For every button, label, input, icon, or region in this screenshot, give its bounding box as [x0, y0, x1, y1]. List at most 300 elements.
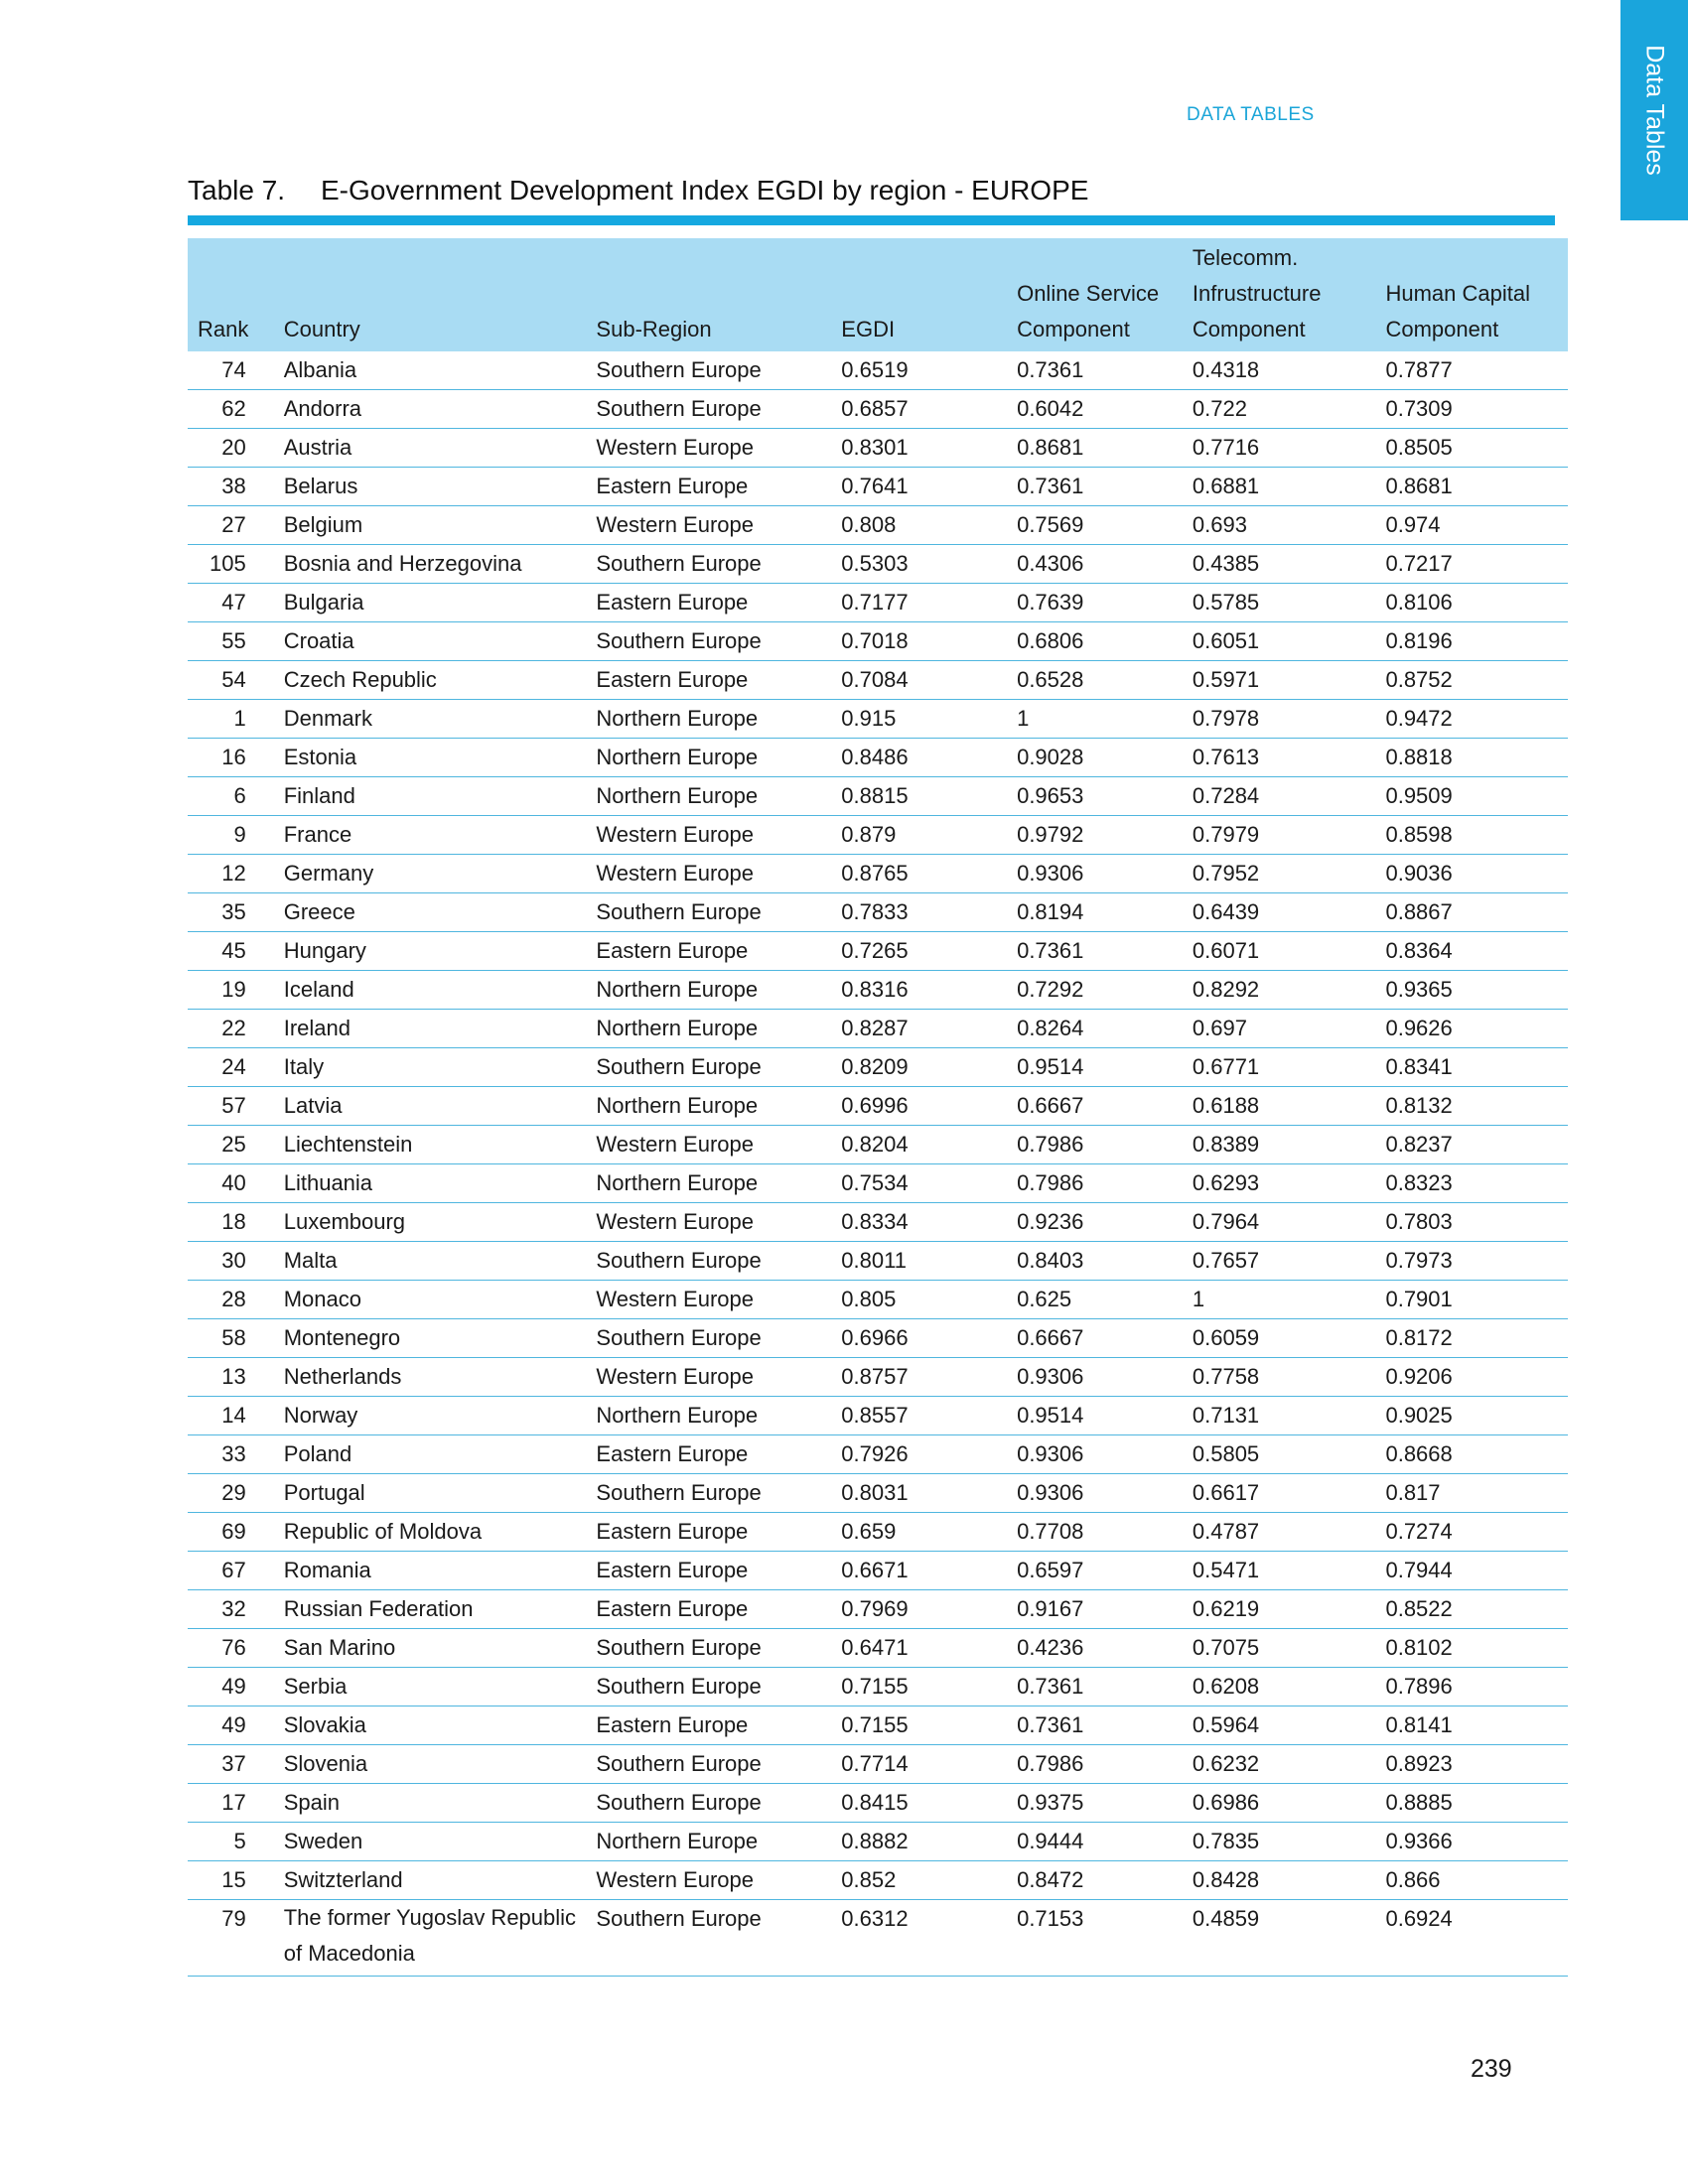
online-service-cell: 0.8681 — [1007, 429, 1183, 468]
egdi-cell: 0.7969 — [831, 1590, 1007, 1629]
rank-cell: 40 — [188, 1164, 274, 1203]
human-capital-cell: 0.8172 — [1375, 1319, 1568, 1358]
subregion-cell: Western Europe — [586, 1358, 831, 1397]
telecom-cell: 0.6771 — [1183, 1048, 1376, 1087]
rank-cell: 15 — [188, 1861, 274, 1900]
table-title-text: E-Government Development Index EGDI by region - EUROPE — [321, 175, 1089, 205]
country-cell: Luxembourg — [274, 1203, 587, 1242]
subregion-cell: Northern Europe — [586, 1010, 831, 1048]
rank-cell: 35 — [188, 893, 274, 932]
telecom-cell: 0.6617 — [1183, 1474, 1376, 1513]
subregion-cell: Western Europe — [586, 1203, 831, 1242]
human-capital-cell: 0.8141 — [1375, 1706, 1568, 1745]
country-cell: Bosnia and Herzegovina — [274, 545, 587, 584]
telecom-cell: 0.6188 — [1183, 1087, 1376, 1126]
rank-cell: 38 — [188, 468, 274, 506]
rank-cell: 74 — [188, 351, 274, 390]
egdi-cell: 0.8204 — [831, 1126, 1007, 1164]
subregion-cell: Southern Europe — [586, 390, 831, 429]
country-cell: Ireland — [274, 1010, 587, 1048]
egdi-cell: 0.6857 — [831, 390, 1007, 429]
rank-cell: 22 — [188, 1010, 274, 1048]
table-row — [188, 1242, 1568, 1281]
online-service-cell: 0.9514 — [1007, 1397, 1183, 1435]
telecom-cell: 0.6439 — [1183, 893, 1376, 932]
header-telecom-line2: Infrustructure — [1192, 281, 1322, 306]
egdi-cell: 0.8334 — [831, 1203, 1007, 1242]
egdi-cell: 0.6671 — [831, 1552, 1007, 1590]
table-row — [188, 1900, 1568, 1977]
rank-cell: 67 — [188, 1552, 274, 1590]
human-capital-cell: 0.817 — [1375, 1474, 1568, 1513]
subregion-cell: Eastern Europe — [586, 468, 831, 506]
rank-cell: 33 — [188, 1435, 274, 1474]
rank-cell: 49 — [188, 1668, 274, 1706]
egdi-cell: 0.7833 — [831, 893, 1007, 932]
telecom-cell: 0.7613 — [1183, 739, 1376, 777]
online-service-cell: 0.625 — [1007, 1281, 1183, 1319]
telecom-cell: 0.8292 — [1183, 971, 1376, 1010]
table-row — [188, 971, 1568, 1010]
rank-cell: 62 — [188, 390, 274, 429]
telecom-cell: 0.7979 — [1183, 816, 1376, 855]
table-row — [188, 661, 1568, 700]
running-header: DATA TABLES — [1187, 104, 1315, 125]
table-body — [188, 351, 1568, 1977]
human-capital-cell: 0.7877 — [1375, 351, 1568, 390]
egdi-cell: 0.7177 — [831, 584, 1007, 622]
subregion-cell: Southern Europe — [586, 1668, 831, 1706]
online-service-cell: 0.6667 — [1007, 1087, 1183, 1126]
telecom-cell: 0.8389 — [1183, 1126, 1376, 1164]
header-country: Country — [274, 238, 587, 351]
online-service-cell: 0.7569 — [1007, 506, 1183, 545]
telecom-cell: 1 — [1183, 1281, 1376, 1319]
online-service-cell: 0.9375 — [1007, 1784, 1183, 1823]
telecom-cell: 0.5471 — [1183, 1552, 1376, 1590]
subregion-cell: Western Europe — [586, 816, 831, 855]
telecom-cell: 0.6071 — [1183, 932, 1376, 971]
human-capital-cell: 0.9472 — [1375, 700, 1568, 739]
table-number: Table 7. — [188, 175, 286, 205]
human-capital-cell: 0.8102 — [1375, 1629, 1568, 1668]
rank-cell: 37 — [188, 1745, 274, 1784]
header-telecom — [1183, 238, 1376, 351]
subregion-cell: Southern Europe — [586, 1629, 831, 1668]
telecom-cell: 0.5971 — [1183, 661, 1376, 700]
table-row — [188, 816, 1568, 855]
online-service-cell: 0.8472 — [1007, 1861, 1183, 1900]
rank-cell: 27 — [188, 506, 274, 545]
online-service-cell: 0.8194 — [1007, 893, 1183, 932]
online-service-cell: 0.7986 — [1007, 1126, 1183, 1164]
online-service-cell: 0.7153 — [1007, 1900, 1183, 1977]
human-capital-cell: 0.8323 — [1375, 1164, 1568, 1203]
egdi-cell: 0.7265 — [831, 932, 1007, 971]
egdi-cell: 0.5303 — [831, 545, 1007, 584]
header-online-service — [1007, 238, 1183, 351]
online-service-cell: 0.6806 — [1007, 622, 1183, 661]
egdi-cell: 0.8415 — [831, 1784, 1007, 1823]
table-row — [188, 1706, 1568, 1745]
table-row — [188, 700, 1568, 739]
telecom-cell: 0.6881 — [1183, 468, 1376, 506]
human-capital-cell: 0.6924 — [1375, 1900, 1568, 1977]
country-cell: Slovakia — [274, 1706, 587, 1745]
country-cell: Malta — [274, 1242, 587, 1281]
rank-cell: 20 — [188, 429, 274, 468]
subregion-cell: Eastern Europe — [586, 1590, 831, 1629]
online-service-cell: 0.6667 — [1007, 1319, 1183, 1358]
country-cell: Sweden — [274, 1823, 587, 1861]
country-cell: Monaco — [274, 1281, 587, 1319]
table-row — [188, 1823, 1568, 1861]
country-cell: Albania — [274, 351, 587, 390]
table-row — [188, 777, 1568, 816]
rank-cell: 5 — [188, 1823, 274, 1861]
human-capital-cell: 0.7944 — [1375, 1552, 1568, 1590]
country-cell: Serbia — [274, 1668, 587, 1706]
table-row — [188, 1281, 1568, 1319]
table-row — [188, 893, 1568, 932]
egdi-cell: 0.7534 — [831, 1164, 1007, 1203]
country-cell: Hungary — [274, 932, 587, 971]
telecom-cell: 0.6293 — [1183, 1164, 1376, 1203]
country-cell: France — [274, 816, 587, 855]
online-service-cell: 0.8403 — [1007, 1242, 1183, 1281]
egdi-cell: 0.8287 — [831, 1010, 1007, 1048]
telecom-cell: 0.7952 — [1183, 855, 1376, 893]
online-service-cell: 0.9514 — [1007, 1048, 1183, 1087]
rank-cell: 29 — [188, 1474, 274, 1513]
subregion-cell: Western Europe — [586, 855, 831, 893]
subregion-cell: Southern Europe — [586, 1242, 831, 1281]
human-capital-cell: 0.7973 — [1375, 1242, 1568, 1281]
online-service-cell: 0.7292 — [1007, 971, 1183, 1010]
online-service-cell: 0.9306 — [1007, 855, 1183, 893]
subregion-cell: Southern Europe — [586, 351, 831, 390]
egdi-cell: 0.8011 — [831, 1242, 1007, 1281]
egdi-cell: 0.8815 — [831, 777, 1007, 816]
header-telecom-line1: Telecomm. — [1192, 245, 1299, 270]
online-service-cell: 0.9167 — [1007, 1590, 1183, 1629]
header-human-line1: Human Capital — [1385, 281, 1530, 306]
human-capital-cell: 0.7309 — [1375, 390, 1568, 429]
country-cell: Belgium — [274, 506, 587, 545]
country-cell: Spain — [274, 1784, 587, 1823]
country-cell: Andorra — [274, 390, 587, 429]
telecom-cell: 0.722 — [1183, 390, 1376, 429]
table-row — [188, 1164, 1568, 1203]
telecom-cell: 0.5805 — [1183, 1435, 1376, 1474]
telecom-cell: 0.7964 — [1183, 1203, 1376, 1242]
header-human-capital — [1375, 238, 1568, 351]
rank-cell: 57 — [188, 1087, 274, 1126]
online-service-cell: 0.7361 — [1007, 1668, 1183, 1706]
online-service-cell: 0.9028 — [1007, 739, 1183, 777]
table-row — [188, 1668, 1568, 1706]
subregion-cell: Northern Europe — [586, 1087, 831, 1126]
country-cell: San Marino — [274, 1629, 587, 1668]
table-row — [188, 1203, 1568, 1242]
country-cell: Romania — [274, 1552, 587, 1590]
country-cell: Montenegro — [274, 1319, 587, 1358]
table-header-row — [188, 238, 1568, 351]
subregion-cell: Northern Europe — [586, 1823, 831, 1861]
rank-cell: 1 — [188, 700, 274, 739]
online-service-cell: 0.9792 — [1007, 816, 1183, 855]
rank-cell: 25 — [188, 1126, 274, 1164]
human-capital-cell: 0.8681 — [1375, 468, 1568, 506]
subregion-cell: Southern Europe — [586, 1474, 831, 1513]
rank-cell: 6 — [188, 777, 274, 816]
subregion-cell: Northern Europe — [586, 1164, 831, 1203]
table-row — [188, 1590, 1568, 1629]
online-service-cell: 0.7986 — [1007, 1745, 1183, 1784]
egdi-cell: 0.7155 — [831, 1668, 1007, 1706]
egdi-table — [188, 238, 1568, 1977]
egdi-cell: 0.808 — [831, 506, 1007, 545]
human-capital-cell: 0.7896 — [1375, 1668, 1568, 1706]
human-capital-cell: 0.8668 — [1375, 1435, 1568, 1474]
telecom-cell: 0.7284 — [1183, 777, 1376, 816]
telecom-cell: 0.8428 — [1183, 1861, 1376, 1900]
human-capital-cell: 0.7274 — [1375, 1513, 1568, 1552]
table-row — [188, 1358, 1568, 1397]
egdi-cell: 0.6996 — [831, 1087, 1007, 1126]
egdi-cell: 0.8557 — [831, 1397, 1007, 1435]
human-capital-cell: 0.8132 — [1375, 1087, 1568, 1126]
table-row — [188, 1784, 1568, 1823]
header-online-line2: Component — [1017, 317, 1130, 341]
rank-cell: 69 — [188, 1513, 274, 1552]
human-capital-cell: 0.9206 — [1375, 1358, 1568, 1397]
country-cell: Czech Republic — [274, 661, 587, 700]
table-row — [188, 390, 1568, 429]
section-tab[interactable] — [1620, 0, 1688, 220]
table-row — [188, 1126, 1568, 1164]
rank-cell: 9 — [188, 816, 274, 855]
rank-cell: 13 — [188, 1358, 274, 1397]
online-service-cell: 0.4306 — [1007, 545, 1183, 584]
online-service-cell: 0.8264 — [1007, 1010, 1183, 1048]
subregion-cell: Eastern Europe — [586, 1513, 831, 1552]
telecom-cell: 0.7131 — [1183, 1397, 1376, 1435]
egdi-cell: 0.8765 — [831, 855, 1007, 893]
telecom-cell: 0.7758 — [1183, 1358, 1376, 1397]
telecom-cell: 0.4385 — [1183, 545, 1376, 584]
header-online-line1: Online Service — [1017, 281, 1160, 306]
table-row — [188, 1861, 1568, 1900]
country-cell: Slovenia — [274, 1745, 587, 1784]
table-row — [188, 1397, 1568, 1435]
human-capital-cell: 0.8505 — [1375, 429, 1568, 468]
header-subregion: Sub-Region — [586, 238, 831, 351]
table-row — [188, 506, 1568, 545]
rank-cell: 76 — [188, 1629, 274, 1668]
subregion-cell: Eastern Europe — [586, 1552, 831, 1590]
rank-cell: 105 — [188, 545, 274, 584]
human-capital-cell: 0.8752 — [1375, 661, 1568, 700]
human-capital-cell: 0.9365 — [1375, 971, 1568, 1010]
egdi-cell: 0.8486 — [831, 739, 1007, 777]
online-service-cell: 0.7708 — [1007, 1513, 1183, 1552]
subregion-cell: Northern Europe — [586, 1397, 831, 1435]
table-row — [188, 1552, 1568, 1590]
egdi-cell: 0.8031 — [831, 1474, 1007, 1513]
human-capital-cell: 0.7901 — [1375, 1281, 1568, 1319]
human-capital-cell: 0.8196 — [1375, 622, 1568, 661]
subregion-cell: Southern Europe — [586, 1900, 831, 1977]
online-service-cell: 0.9444 — [1007, 1823, 1183, 1861]
table-row — [188, 429, 1568, 468]
human-capital-cell: 0.8867 — [1375, 893, 1568, 932]
table-row — [188, 1319, 1568, 1358]
egdi-cell: 0.805 — [831, 1281, 1007, 1319]
online-service-cell: 0.9653 — [1007, 777, 1183, 816]
subregion-cell: Eastern Europe — [586, 661, 831, 700]
title-rule — [188, 215, 1555, 225]
table-row — [188, 468, 1568, 506]
rank-cell: 47 — [188, 584, 274, 622]
rank-cell: 49 — [188, 1706, 274, 1745]
online-service-cell: 0.7361 — [1007, 351, 1183, 390]
online-service-cell: 0.6597 — [1007, 1552, 1183, 1590]
country-cell: Netherlands — [274, 1358, 587, 1397]
rank-cell: 30 — [188, 1242, 274, 1281]
online-service-cell: 0.7361 — [1007, 1706, 1183, 1745]
telecom-cell: 0.5785 — [1183, 584, 1376, 622]
telecom-cell: 0.4787 — [1183, 1513, 1376, 1552]
subregion-cell: Northern Europe — [586, 700, 831, 739]
egdi-cell: 0.6519 — [831, 351, 1007, 390]
egdi-cell: 0.7155 — [831, 1706, 1007, 1745]
country-cell: Iceland — [274, 971, 587, 1010]
telecom-cell: 0.6986 — [1183, 1784, 1376, 1823]
subregion-cell: Northern Europe — [586, 739, 831, 777]
human-capital-cell: 0.7217 — [1375, 545, 1568, 584]
egdi-cell: 0.8316 — [831, 971, 1007, 1010]
country-cell: Latvia — [274, 1087, 587, 1126]
page-number: 239 — [1471, 2055, 1512, 2083]
country-cell: Germany — [274, 855, 587, 893]
human-capital-cell: 0.8341 — [1375, 1048, 1568, 1087]
country-cell: Republic of Moldova — [274, 1513, 587, 1552]
human-capital-cell: 0.8598 — [1375, 816, 1568, 855]
human-capital-cell: 0.8923 — [1375, 1745, 1568, 1784]
rank-cell: 79 — [188, 1900, 274, 1977]
online-service-cell: 1 — [1007, 700, 1183, 739]
table-row — [188, 1513, 1568, 1552]
rank-cell: 28 — [188, 1281, 274, 1319]
table-row — [188, 739, 1568, 777]
egdi-cell: 0.6312 — [831, 1900, 1007, 1977]
human-capital-cell: 0.8522 — [1375, 1590, 1568, 1629]
egdi-cell: 0.7018 — [831, 622, 1007, 661]
country-cell: Bulgaria — [274, 584, 587, 622]
header-human-line2: Component — [1385, 317, 1499, 341]
telecom-cell: 0.4318 — [1183, 351, 1376, 390]
table-title — [188, 175, 1088, 206]
rank-cell: 58 — [188, 1319, 274, 1358]
egdi-cell: 0.8209 — [831, 1048, 1007, 1087]
telecom-cell: 0.693 — [1183, 506, 1376, 545]
egdi-cell: 0.8882 — [831, 1823, 1007, 1861]
human-capital-cell: 0.7803 — [1375, 1203, 1568, 1242]
online-service-cell: 0.9306 — [1007, 1474, 1183, 1513]
human-capital-cell: 0.974 — [1375, 506, 1568, 545]
table-row — [188, 584, 1568, 622]
subregion-cell: Southern Europe — [586, 1319, 831, 1358]
country-cell: Estonia — [274, 739, 587, 777]
online-service-cell: 0.4236 — [1007, 1629, 1183, 1668]
rank-cell: 19 — [188, 971, 274, 1010]
table-row — [188, 1010, 1568, 1048]
telecom-cell: 0.7657 — [1183, 1242, 1376, 1281]
online-service-cell: 0.7639 — [1007, 584, 1183, 622]
rank-cell: 32 — [188, 1590, 274, 1629]
table-row — [188, 932, 1568, 971]
egdi-cell: 0.659 — [831, 1513, 1007, 1552]
country-cell: Austria — [274, 429, 587, 468]
telecom-cell: 0.6232 — [1183, 1745, 1376, 1784]
telecom-cell: 0.6208 — [1183, 1668, 1376, 1706]
egdi-cell: 0.7926 — [831, 1435, 1007, 1474]
subregion-cell: Southern Europe — [586, 893, 831, 932]
human-capital-cell: 0.9626 — [1375, 1010, 1568, 1048]
telecom-cell: 0.7075 — [1183, 1629, 1376, 1668]
subregion-cell: Northern Europe — [586, 971, 831, 1010]
table-row — [188, 1048, 1568, 1087]
online-service-cell: 0.9306 — [1007, 1435, 1183, 1474]
human-capital-cell: 0.9036 — [1375, 855, 1568, 893]
telecom-cell: 0.7716 — [1183, 429, 1376, 468]
country-cell: Poland — [274, 1435, 587, 1474]
online-service-cell: 0.7986 — [1007, 1164, 1183, 1203]
table-row — [188, 622, 1568, 661]
country-cell: Russian Federation — [274, 1590, 587, 1629]
country-cell: Norway — [274, 1397, 587, 1435]
telecom-cell: 0.7835 — [1183, 1823, 1376, 1861]
subregion-cell: Eastern Europe — [586, 1435, 831, 1474]
online-service-cell: 0.9306 — [1007, 1358, 1183, 1397]
country-cell: Denmark — [274, 700, 587, 739]
egdi-cell: 0.7641 — [831, 468, 1007, 506]
rank-cell: 55 — [188, 622, 274, 661]
table-row — [188, 1435, 1568, 1474]
country-cell: Finland — [274, 777, 587, 816]
section-tab-label: Data Tables — [1640, 45, 1669, 176]
country-cell: Italy — [274, 1048, 587, 1087]
online-service-cell: 0.7361 — [1007, 932, 1183, 971]
country-cell: Portugal — [274, 1474, 587, 1513]
telecom-cell: 0.4859 — [1183, 1900, 1376, 1977]
table-row — [188, 1474, 1568, 1513]
egdi-cell: 0.6471 — [831, 1629, 1007, 1668]
online-service-cell: 0.6042 — [1007, 390, 1183, 429]
country-cell: Lithuania — [274, 1164, 587, 1203]
human-capital-cell: 0.8364 — [1375, 932, 1568, 971]
subregion-cell: Southern Europe — [586, 1784, 831, 1823]
human-capital-cell: 0.8818 — [1375, 739, 1568, 777]
country-cell: The former Yugoslav Republic of Macedonia — [274, 1900, 587, 1977]
egdi-cell: 0.879 — [831, 816, 1007, 855]
telecom-cell: 0.6219 — [1183, 1590, 1376, 1629]
table-row — [188, 351, 1568, 390]
human-capital-cell: 0.8885 — [1375, 1784, 1568, 1823]
human-capital-cell: 0.9025 — [1375, 1397, 1568, 1435]
human-capital-cell: 0.9509 — [1375, 777, 1568, 816]
